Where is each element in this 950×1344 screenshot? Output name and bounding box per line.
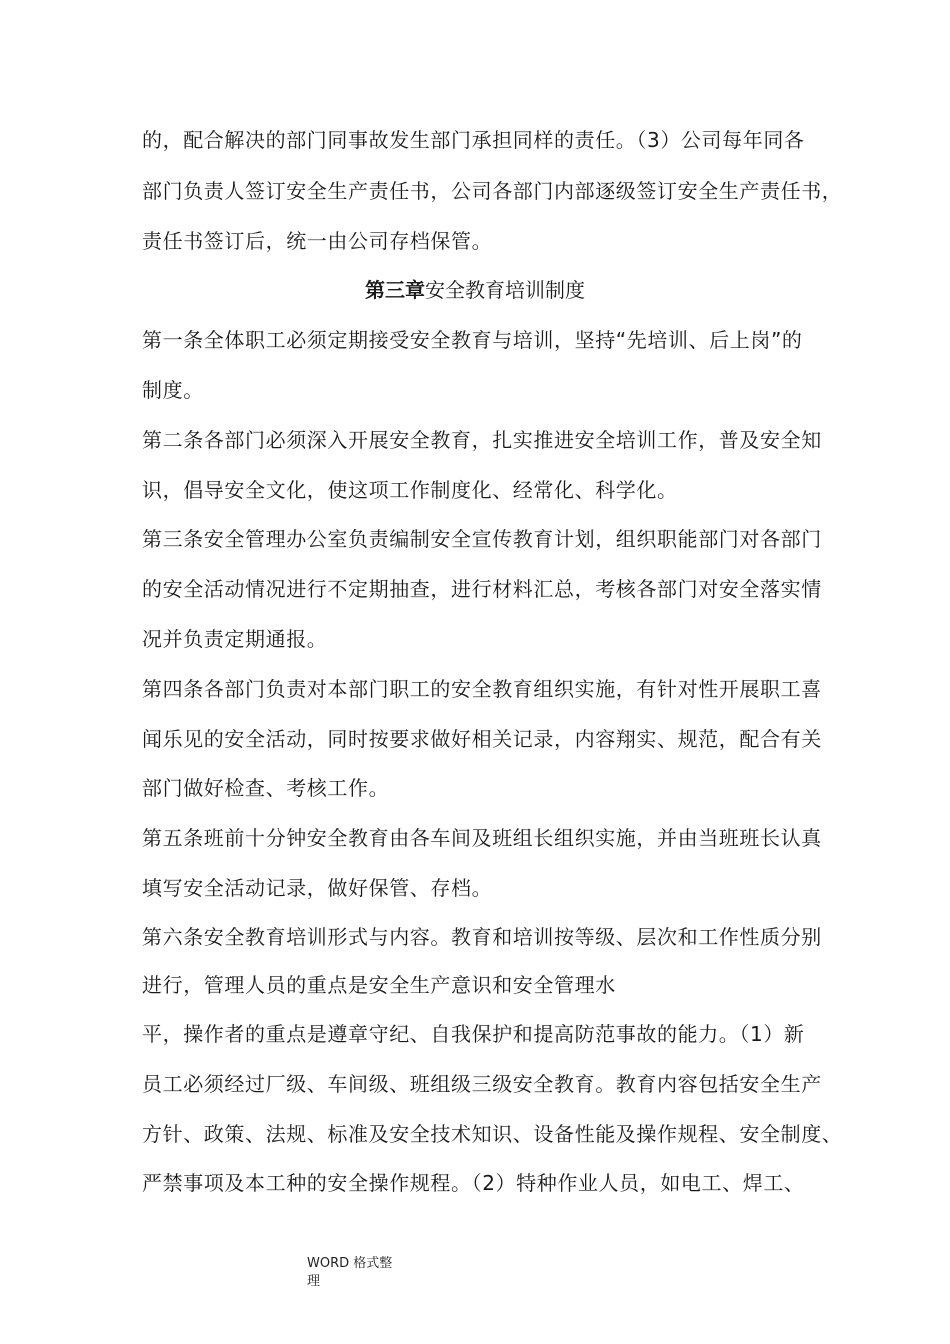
text-line: 部门负责人签订安全生产责任书，公司各部门内部逐级签订安全生产责任书，: [142, 179, 843, 203]
footer-line: WORD 格式整: [307, 1256, 393, 1271]
text-line: 第六条安全教育培训形式与内容。教育和培训按等级、层次和工作性质分别: [142, 925, 822, 949]
text-line: 部门做好检查、考核工作。: [142, 776, 390, 800]
text-line: 的，配合解决的部门同事故发生部门承担同样的责任。（3）公司每年同各: [142, 128, 805, 152]
page-footer: [307, 1255, 392, 1291]
text-line: 员工必须经过厂级、车间级、班组级三级安全教育。教育内容包括安全生产: [142, 1072, 822, 1096]
text-line: 制度。: [142, 378, 204, 402]
footer-line: 理: [307, 1274, 321, 1289]
text-line: 第四条各部门负责对本部门职工的安全教育组织实施，有针对性开展职工喜: [142, 677, 822, 701]
text-line: 严禁事项及本工种的安全操作规程。（2）特种作业人员，如电工、焊工、: [142, 1171, 805, 1195]
text-line: 责任书签订后，统一由公司存档保管。: [142, 229, 493, 253]
text-line: 闻乐见的安全活动，同时按要求做好相关记录，内容翔实、规范，配合有关: [142, 727, 822, 751]
text-line: 第五条班前十分钟安全教育由各车间及班组长组织实施，并由当班班长认真: [142, 826, 822, 850]
text-line: 的安全活动情况进行不定期抽查，进行材料汇总，考核各部门对安全落实情: [142, 577, 822, 601]
text-line: 填写安全活动记录，做好保管、存档。: [142, 876, 493, 900]
text-line: 第二条各部门必须深入开展安全教育，扎实推进安全培训工作，普及安全知: [142, 428, 822, 452]
text-line: 第三条安全管理办公室负责编制安全宣传教育计划，组织职能部门对各部门: [142, 527, 822, 551]
text-line: 第一条全体职工必须定期接受安全教育与培训，坚持“先培训、后上岗”的: [142, 328, 803, 352]
chapter-heading: [0, 277, 950, 303]
chapter-number: 第三章: [365, 278, 425, 302]
text-line: 进行，管理人员的重点是安全生产意识和安全管理水: [142, 973, 616, 997]
text-line: 识，倡导安全文化，使这项工作制度化、经常化、科学化。: [142, 478, 678, 502]
text-line: 平，操作者的重点是遵章守纪、自我保护和提高防范事故的能力。（1）新: [142, 1022, 805, 1046]
chapter-title: 安全教育培训制度: [425, 278, 585, 302]
text-line: 况并负责定期通报。: [142, 627, 328, 651]
text-line: 方针、政策、法规、标准及安全技术知识、设备性能及操作规程、安全制度、: [142, 1122, 843, 1146]
